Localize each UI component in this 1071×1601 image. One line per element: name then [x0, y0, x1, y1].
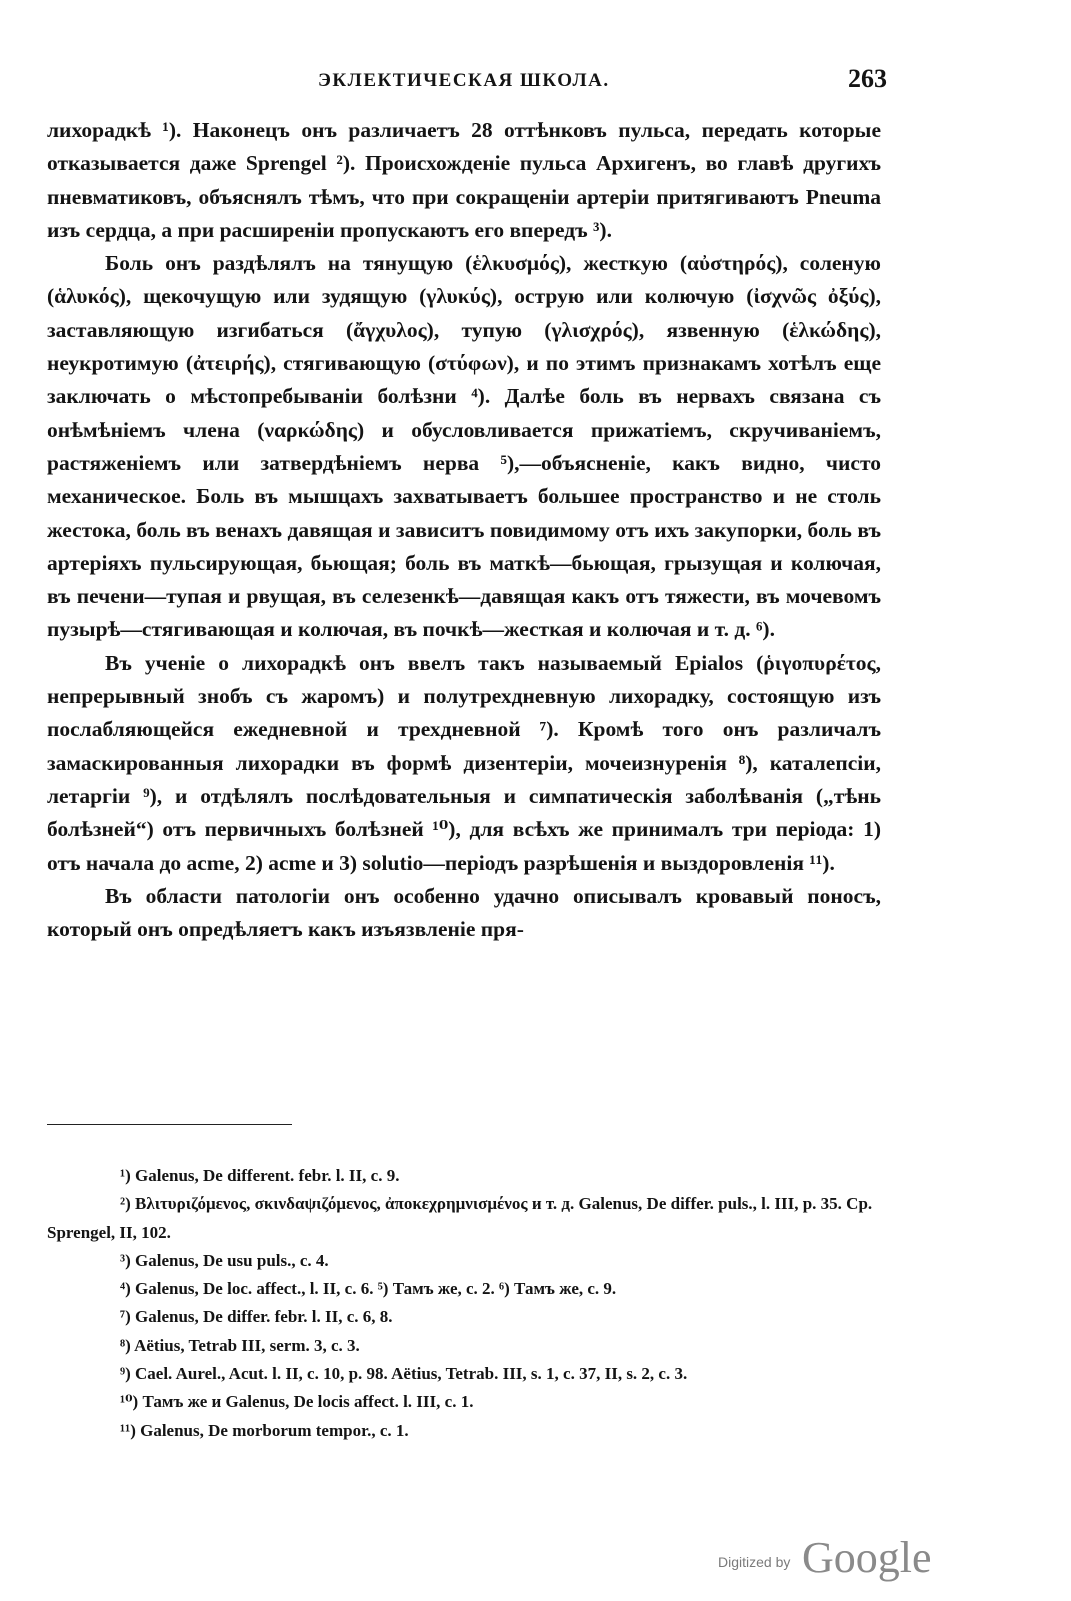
footnote-2: ²) Βλιτυριζόμενος, σκινδαψιζόμενος, ἀποκεχρημνισμένος и т. д. Galenus, De differ. puls., l. III, p. 35. Cp. Sprengel, II, 102. [47, 1194, 873, 1242]
paragraph-1: лихорадкѣ ¹). Наконецъ онъ различаетъ 28 оттѣнковъ пульса, передать которые отказывается даже Sprengel ²). Происхожденіе пульса Архигенъ, во главѣ другихъ пневматиковъ, объяснялъ тѣмъ, что при сокращеніи артеріи притягиваютъ Pneuma изъ сердца, а при расширеніи пропускаютъ его впередъ ³). [47, 118, 881, 242]
footnotes [47, 1162, 881, 1445]
digitized-by-google-watermark [718, 1532, 948, 1584]
watermark-prefix: Digitized by [718, 1554, 791, 1570]
footnote-5: ⁷) Galenus, De differ. febr. l. II, c. 6, 8. [120, 1307, 393, 1327]
running-header [0, 62, 1071, 102]
footnote-separator [47, 1124, 292, 1125]
paragraph-4: Въ области патологіи онъ особенно удачно описывалъ кровавый поносъ, который онъ опредѣляетъ какъ изъязвленіе пря- [47, 883, 881, 942]
body-text [47, 114, 881, 946]
footnote-8: ¹⁰) Тамъ же и Galenus, De locis affect. l. III, c. 1. [120, 1392, 474, 1412]
paragraph-3: Въ ученіе о лихорадкѣ онъ ввелъ такъ называемый Epialos (ῥιγοπυρέτος, непрерывный знобъ съ жаромъ) и полутрехдневную лихорадку, состоящую изъ послабляющейся ежедневной и трехдневной ⁷). Кромѣ того онъ различалъ замаскированныя лихорадки въ формѣ дизентеріи, мочеизнуренія ⁸), каталепсіи, летаргіи ⁹), и отдѣлялъ послѣдовательныя и симпатическія заболѣванія („тѣнь болѣзней“) отъ первичныхъ болѣзней ¹⁰), для всѣхъ же принималъ три періода: 1) отъ начала до acme, 2) acme и 3) solutio—періодъ разрѣшенія и выздоровленія ¹¹). [47, 650, 881, 875]
footnote-9: ¹¹) Galenus, De morborum tempor., c. 1. [120, 1420, 409, 1440]
running-title: ЭКЛЕКТИЧЕСКАЯ ШКОЛА. [318, 70, 610, 91]
page-number: 263 [848, 64, 887, 93]
footnote-6: ⁸) Aëtius, Tetrab III, serm. 3, c. 3. [120, 1335, 360, 1355]
footnote-1: ¹) Galenus, De different. febr. l. II, c. 9. [120, 1166, 400, 1185]
paragraph-2: Боль онъ раздѣлялъ на тянущую (ἑλκυσμός), жесткую (αὐστηρός), соленую (ἁλυκός), щекочущую или зудящую (γλυκύς), острую или колючую (ἰσχνῶς ὀξύς), заставляющую изгибаться (ἄγχυλος), тупую (γλισχρός), язвенную (ἑλκώδης), неукротимую (ἀτειρής), стягивающую (στύφων), и по этимъ признакамъ хотѣлъ еще заключать о мѣстопребываніи болѣзни ⁴). Далѣе боль въ нервахъ связана съ онѣмѣніемъ члена (ναρκώδης) и обусловливается прижатіемъ, скручиваніемъ, растяженіемъ или затвердѣніемъ нерва ⁵),—объясненіе, какъ видно, чисто механическое. Боль въ мышцахъ захватываетъ большее пространство и не столь жестока, боль въ венахъ давящая и зависитъ повидимому отъ ихъ закупорки, боль въ артеріяхъ пульсирующая, бьющая; боль въ маткѣ—бьющая, грызущая и колючая, въ печени—тупая и рвущая, въ селезенкѣ—давящая какъ отъ тяжести, въ мочевомъ пузырѣ—стягивающая и колючая, въ почкѣ—жесткая и колючая и т. д. ⁶). [47, 251, 881, 642]
footnote-4: ⁴) Galenus, De loc. affect., l. II, c. 6. ⁵) Тамъ же, c. 2. ⁶) Тамъ же, c. 9. [120, 1279, 617, 1299]
footnote-3: ³) Galenus, De usu puls., c. 4. [120, 1250, 329, 1270]
footnote-7: ⁹) Cael. Aurel., Acut. l. II, c. 10, p. 98. Aëtius, Tetrab. III, s. 1, c. 37, II, s. 2, c. 3. [120, 1364, 688, 1384]
google-logo: Google [802, 1533, 932, 1582]
